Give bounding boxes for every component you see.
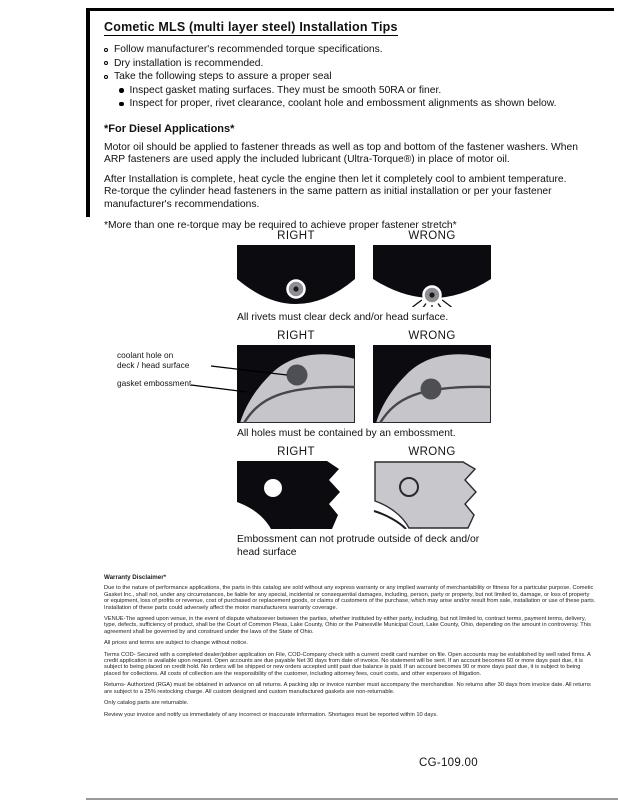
list-item bbox=[104, 70, 596, 84]
hole-right-figure bbox=[237, 345, 355, 423]
legal-paragraph: Terms COD- Secured with a completed dealer/jobber application on File, COD-Company check with a current credit card number on file. Open accounts may be established by well rated firms. A credit application is available upon request. Open accounts are due payable Net 30 days from date of invoice. No statement will be sent. If an account becomes 60 or more days past due, it is subject to being placed on credit hold. No orders will be shipped or new orders accepted until past due balance is paid. If an account becomes 90 or more days past due, it is subject to being placed for collections. All costs of collection are the responsibility of the customer, including attorney fees, court costs, and other expenses of litigation. bbox=[104, 651, 591, 677]
list-item bbox=[119, 97, 596, 111]
diagram-annotations bbox=[117, 350, 221, 388]
sub-list bbox=[119, 84, 596, 111]
bullet-icon bbox=[104, 75, 108, 79]
bullet-icon bbox=[119, 102, 124, 107]
list-item bbox=[104, 57, 596, 71]
tip-text: Inspect gasket mating surfaces. They must be smooth 50RA or finer. bbox=[129, 84, 442, 96]
installation-tips-list bbox=[104, 43, 596, 111]
diesel-paragraph: Motor oil should be applied to fastener threads as well as top and bottom of the fastener washers. When ARP fasteners are used apply the included lubricant (Ultra-Torque®) in place of motor oil. bbox=[104, 141, 578, 166]
list-item bbox=[119, 84, 596, 98]
legal-paragraph: All prices and terms are subject to change without notice. bbox=[104, 640, 248, 647]
hole-wrong-figure bbox=[373, 345, 491, 423]
embossment-right-figure bbox=[237, 461, 355, 529]
list-item bbox=[104, 43, 596, 57]
right-label: RIGHT bbox=[277, 446, 315, 458]
tip-text: Follow manufacturer's recommended torque specifications. bbox=[114, 44, 383, 55]
right-label: RIGHT bbox=[277, 330, 315, 342]
right-label: RIGHT bbox=[277, 230, 315, 242]
diesel-applications-heading: *For Diesel Applications* bbox=[104, 122, 235, 135]
wrong-label: WRONG bbox=[408, 330, 456, 342]
tip-text: Inspect for proper, rivet clearance, coolant hole and embossment alignments as shown below. bbox=[129, 98, 557, 109]
page-border-top bbox=[86, 8, 614, 11]
gasket-embossment-annotation: gasket embossment bbox=[117, 378, 192, 388]
bullet-icon bbox=[104, 48, 108, 52]
heat-cycle-paragraph: After Installation is complete, heat cycle the engine then let it completely cool to ambient temperature. Re-torque the cylinder head fasteners in the same pattern as initial installation or per your fastener manufacturer's recommendations. bbox=[104, 173, 567, 210]
bullet-icon bbox=[104, 61, 108, 65]
rivet-wrong-figure bbox=[373, 245, 491, 307]
diagram-row-holes bbox=[117, 330, 491, 440]
diagram-caption: All holes must be contained by an embossment. bbox=[237, 428, 456, 439]
legal-paragraph: Due to the nature of performance applications, the parts in this catalog are sold without any express warranty or any implied warranty of merchantability or fitness for a particular purpose. Cometic Gasket Inc., shall not, under any circumstances, be liable for any special, incidental or consequential damages, including, person, party or property, but not limited to, damage, or loss of property or equipment, loss of profits or revenue, cost of purchased or replacement goods, or claims of customers of the purchase, which may arise and/or result from sale, installation or use of these parts. Installation of these parts could adversely affect the motor manufacturers warranty coverage. bbox=[104, 585, 596, 611]
wrong-label: WRONG bbox=[408, 230, 456, 242]
legal-paragraph: VENUE-The agreed upon venue, in the event of dispute whatsoever between the parties, whether instituted by either party, including, but not limited to, contract terms, payment terms, delivery, type, defects, sufficiency of product, shall be the Court of Common Pleas, Lake County, Ohio or the Painesville Municipal Court, Lake County, Ohio, depending on the amount in controversy. This agreement shall be governed by and construed under the laws of the State of Ohio. bbox=[104, 616, 591, 635]
diagram-row-rivets bbox=[237, 230, 491, 324]
page-border-left bbox=[86, 8, 90, 217]
diagram-row-embossment bbox=[237, 446, 491, 559]
warranty-disclaimer-heading: Warranty Disclaimer* bbox=[104, 574, 167, 581]
legal-paragraph: Review your invoice and notify us immediately of any incorrect or inaccurate information. Shortages must be reported within 10 days. bbox=[104, 711, 438, 718]
coolant-hole-annotation: coolant hole on deck / head surface bbox=[117, 350, 190, 370]
legal-disclaimer bbox=[104, 575, 596, 723]
tip-text: Take the following steps to assure a proper seal bbox=[114, 71, 332, 82]
retorque-note: *More than one re-torque may be required to achieve proper fastener stretch* bbox=[104, 220, 457, 232]
page-title: Cometic MLS (multi layer steel) Installation Tips bbox=[104, 20, 398, 34]
diagram-section bbox=[117, 230, 491, 565]
legal-paragraph: Only catalog parts are returnable. bbox=[104, 700, 189, 707]
bullet-icon bbox=[119, 88, 124, 93]
diagram-caption: Embossment can not protrude outside of deck and/or head surface bbox=[237, 534, 480, 558]
legal-paragraph: Returns- Authorized (RGA) must be obtained in advance on all returns. A packing slip or invoice number must accompany the merchandise. No returns after 30 days from invoice date. All returns are subject to a 25% restocking charge. All custom designed and custom manufactured gaskets are non-returnable. bbox=[104, 682, 591, 695]
diagram-caption: All rivets must clear deck and/or head surface. bbox=[237, 312, 449, 323]
embossment-wrong-figure bbox=[373, 461, 491, 529]
wrong-label: WRONG bbox=[408, 446, 456, 458]
document-body bbox=[104, 18, 596, 231]
rivet-right-figure bbox=[237, 245, 355, 307]
catalog-page-code: CG-109.00 bbox=[419, 757, 478, 769]
tip-text: Dry installation is recommended. bbox=[114, 57, 264, 69]
